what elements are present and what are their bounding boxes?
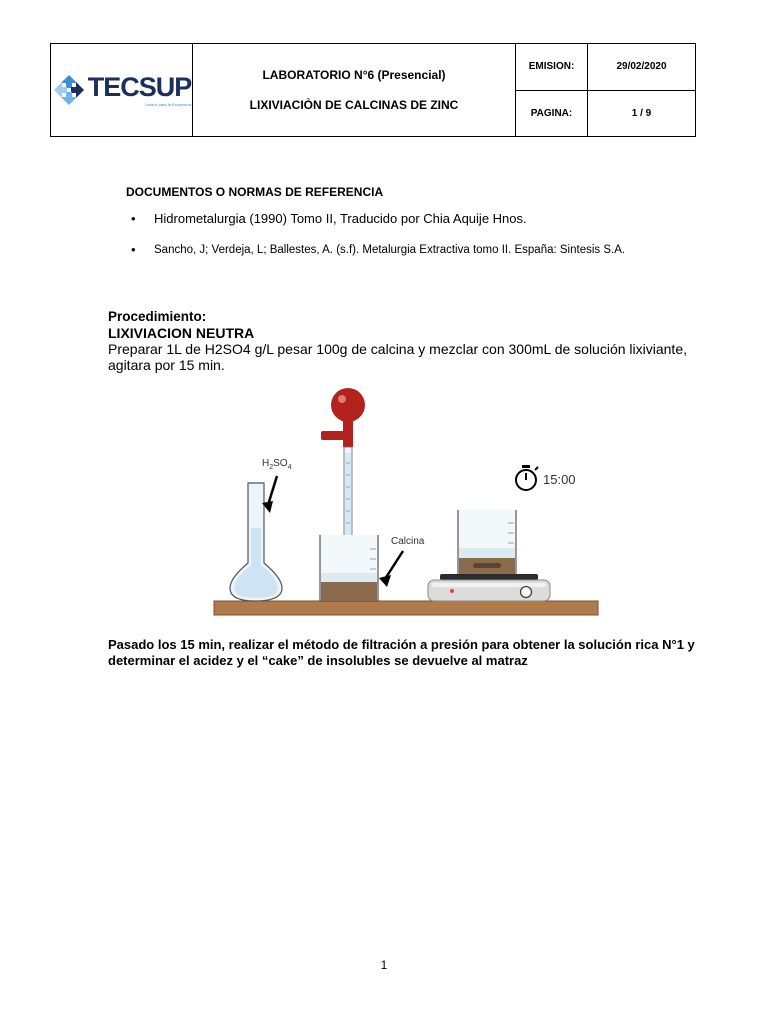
calcina-arrow bbox=[385, 551, 403, 579]
lab-setup-illustration bbox=[210, 373, 602, 623]
volumetric-flask-icon bbox=[230, 483, 282, 601]
lab-setup-figure bbox=[210, 373, 602, 623]
title-cell bbox=[193, 44, 516, 137]
list-item bbox=[130, 238, 686, 262]
calcina-label: Calcina bbox=[391, 536, 425, 547]
tecsup-logo bbox=[51, 73, 192, 107]
logo-text: TECSUP bbox=[87, 71, 192, 102]
magnetic-stirrer-icon bbox=[428, 574, 550, 601]
bullet-icon: • bbox=[131, 242, 136, 257]
references-list bbox=[130, 210, 686, 262]
timer-label: 15:00 bbox=[543, 472, 576, 487]
lab-title: LABORATORIO N°6 (Presencial) bbox=[262, 68, 446, 82]
pagina-label: PAGINA: bbox=[516, 90, 588, 137]
after-procedure-text: Pasado los 15 min, realizar el método de filtración a presión para obtener la solución rica N°1 y determinar el acidez y el “cake” de insolubles se devuelve al matraz bbox=[108, 637, 695, 668]
pipette-icon bbox=[321, 388, 365, 560]
page-number: 1 bbox=[380, 958, 388, 972]
logo-arrows-icon bbox=[52, 73, 86, 107]
lab-subtitle: LIXIVIACIÒN DE CALCINAS DE ZINC bbox=[249, 98, 459, 112]
stopwatch-icon bbox=[516, 465, 538, 490]
procedure-text: Preparar 1L de H2SO4 g/L pesar 100g de calcina y mezclar con 300mL de solución lixiviante, agitara por 15 min. bbox=[108, 341, 687, 373]
pagina-value: 1 / 9 bbox=[588, 90, 696, 137]
emision-value: 29/02/2020 bbox=[588, 44, 696, 91]
procedure-heading: Procedimiento: bbox=[108, 309, 207, 324]
beaker-calcina-icon bbox=[320, 535, 378, 601]
reference-text: Hidrometalurgia (1990) Tomo II, Traducido por Chia Aquije Hnos. bbox=[154, 211, 527, 226]
references-title: DOCUMENTOS O NORMAS DE REFERENCIA bbox=[126, 185, 384, 199]
h2so4-label: $H_2SO_4$ bbox=[262, 458, 292, 471]
document-header bbox=[50, 43, 696, 137]
logo-cell bbox=[51, 44, 193, 137]
procedure-section bbox=[108, 309, 698, 373]
bullet-icon: • bbox=[131, 211, 136, 226]
reference-text: Sancho, J; Verdeja, L; Ballestes, A. (s.f). Metalurgia Extractiva tomo II. España: Sintesis S.A. bbox=[154, 244, 626, 256]
list-item bbox=[130, 210, 686, 228]
bench-surface bbox=[214, 601, 598, 615]
logo-tagline: Unidos para la Excelencia bbox=[145, 101, 192, 107]
procedure-subheading: LIXIVIACION NEUTRA bbox=[108, 325, 255, 341]
stirring-beaker-icon bbox=[458, 510, 516, 575]
emision-label: EMISION: bbox=[516, 44, 588, 91]
h2so4-arrow bbox=[268, 476, 277, 505]
